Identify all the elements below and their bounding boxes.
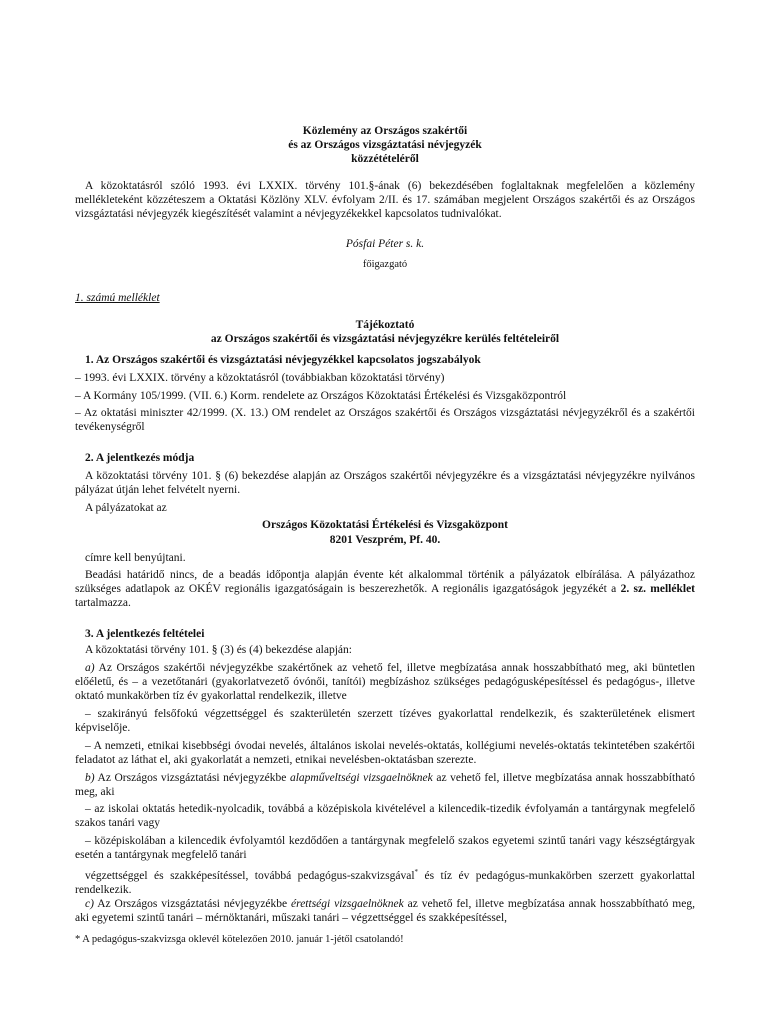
condition-b-emphasis: alapműveltségi vizsgaelnöknek xyxy=(289,772,433,784)
condition-a-item-1: – szakirányú felsőfokú végzettséggel és szakterületén szerzett tízéves gyakorlattal rendelkezik, és szakterületének elismert képviselője. xyxy=(75,708,695,735)
condition-a xyxy=(75,661,695,704)
condition-b-item-1: – az iskolai oktatás hetedik-nyolcadik, továbbá a középiskola kivételével a kilencedik-tizedik évfolyamán a tantárgynak megfelelő szakos tanári vagy xyxy=(75,803,695,830)
heading-line-2: és az Országos vizsgáztatási névjegyzék xyxy=(288,139,482,151)
section-2-paragraph-1: A közoktatási törvény 101. § (6) bekezdése alapján az Országos szakértői névjegyzékre és a vizsgáztatási névjegyzékre nyilvános pályázat útján lehet felvételt nyerni. xyxy=(75,470,695,497)
section-1-title: 1. Az Országos szakértői és vizsgáztatási névjegyzékkel kapcsolatos jogszabályok xyxy=(85,354,481,366)
section-1-item-3: – Az oktatási miniszter 42/1999. (X. 13.) OM rendelet az Országos szakértői és Országos vizsgáztatási névjegyzékről és a szakértői tevékenységről xyxy=(75,407,695,434)
paragraph-4-text-end: tartalmazza. xyxy=(75,597,131,610)
signature-title: főigazgató xyxy=(362,259,408,270)
heading-line-1: Közlemény az Országos szakértői xyxy=(302,125,468,137)
section-2-title: 2. A jelentkezés módja xyxy=(85,452,195,464)
section-2-paragraph-4 xyxy=(75,568,695,611)
condition-b xyxy=(75,771,695,799)
condition-b-item-2: – középiskolában a kilencedik évfolyamtól kezdődően a tantárgynak megfelelő szakos egyetemi szintű tanári vagy készségtárgyak esetén a tantárgynak megfelelő tanári xyxy=(75,835,695,862)
section-3-paragraph-1: A közoktatási törvény 101. § (3) és (4) bekezdése alapján: xyxy=(85,644,352,656)
condition-a-text: Az Országos szakértői névjegyzékbe szakértőnek az vehető fel, illetve megbízatása annak hosszabbítható meg, aki büntetlen előéletű, és – a vezetőtanári (gyakorlatvezető óvónői, tanítói) megbízáshoz szükséges pedagógusképesítéssel és pedagógus-, illetve oktató munkakörben tíz év gyakorlattal rendelkezik, illetve xyxy=(75,662,695,703)
condition-b-label: b) xyxy=(85,772,95,784)
section-1-item-1: – 1993. évi LXXIX. törvény a közoktatásról (továbbiakban közoktatási törvény) xyxy=(75,372,445,384)
condition-c-text: Az Országos vizsgáztatási névjegyzékbe xyxy=(93,898,292,910)
condition-a-label: a) xyxy=(85,662,95,674)
condition-b-item-3 xyxy=(75,865,695,897)
intro-paragraph: A közoktatásról szóló 1993. évi LXXIX. törvény 101.§-ának (6) bekezdésében foglaltaknak megfelelően a közlemény mellékleteként közzéteszem a Oktatási Közlöny XLV. évfolyam 2/II. és 17. számában megjelent Országos szakértői és az Országos vizsgáztatási névjegyzék kiegészítését valamint a névjegyzékekkel kapcsolatos tudnivalókat. xyxy=(75,180,695,221)
condition-c-emphasis: érettségi vizsgaelnöknek xyxy=(291,898,404,910)
condition-c-label: c) xyxy=(85,898,94,910)
section-3-title: 3. A jelentkezés feltételei xyxy=(85,628,205,640)
condition-c-text-end: az vehető fel, illetve megbízatása annak hosszabbítható meg, aki egyetemi szintű tanári – mérnöktanári, műszaki tanári – végzettséggel és szakképesítéssel, xyxy=(75,898,695,925)
info-title-line-2: az Országos szakértői és vizsgáztatási névjegyzékre kerülés feltételeiről xyxy=(210,333,560,345)
condition-c xyxy=(75,897,695,925)
paragraph-4-text: Beadási határidő nincs, de a beadás időpontja alapján évente két alkalommal történik a pályázatok elbírálása. A pályázathoz szükséges adatlapok az OKÉV regionális igazgatóságain is beszerezhetők. A regionális igazgatóságok jegyzékét a xyxy=(75,569,695,596)
condition-b-text: Az Országos vizsgáztatási névjegyzékbe xyxy=(94,772,290,784)
info-title-line-1: Tájékoztató xyxy=(355,319,415,331)
signature-name: Pósfai Péter s. k. xyxy=(345,238,425,250)
section-2-paragraph-3: címre kell benyújtani. xyxy=(85,552,186,564)
footnote-marker: * xyxy=(414,868,419,876)
organization-address: 8201 Veszprém, Pf. 40. xyxy=(329,534,441,546)
condition-b-item-3-text: végzettséggel és szakképesítéssel, továbbá pedagógus-szakvizsgával xyxy=(85,869,415,882)
condition-b-item-3-text-end: és tíz év pedagógus-munkakörben szerzett gyakorlattal rendelkezik. xyxy=(75,869,695,897)
condition-b-text-end: az vehető fel, illetve megbízatása annak hosszabbítható meg, aki xyxy=(75,772,695,799)
organization-name: Országos Közoktatási Értékelési és Vizsgaközpont xyxy=(262,519,508,531)
annex-label: 1. számú melléklet xyxy=(75,292,160,304)
annex-2-reference: 2. sz. melléklet xyxy=(620,583,695,596)
condition-a-item-2: – A nemzeti, etnikai kisebbségi óvodai nevelés, általános iskolai nevelés-oktatás, kollégiumi nevelés-oktatás tekintetében szakértői feladatot az láthat el, aki gyakorlatát a nemzeti, etnikai nevelésben-oktatásban szerezte. xyxy=(75,740,695,767)
footnote: * A pedagógus-szakvizsga oklevél kötelezően 2010. január 1-jétől csatolandó! xyxy=(75,934,404,945)
section-2-paragraph-2: A pályázatokat az xyxy=(85,502,167,514)
section-1-item-2: – A Kormány 105/1999. (VII. 6.) Korm. rendelete az Országos Közoktatási Értékelési és Vizsgaközpontról xyxy=(75,390,567,402)
heading-line-3: közzétételéről xyxy=(351,153,419,165)
